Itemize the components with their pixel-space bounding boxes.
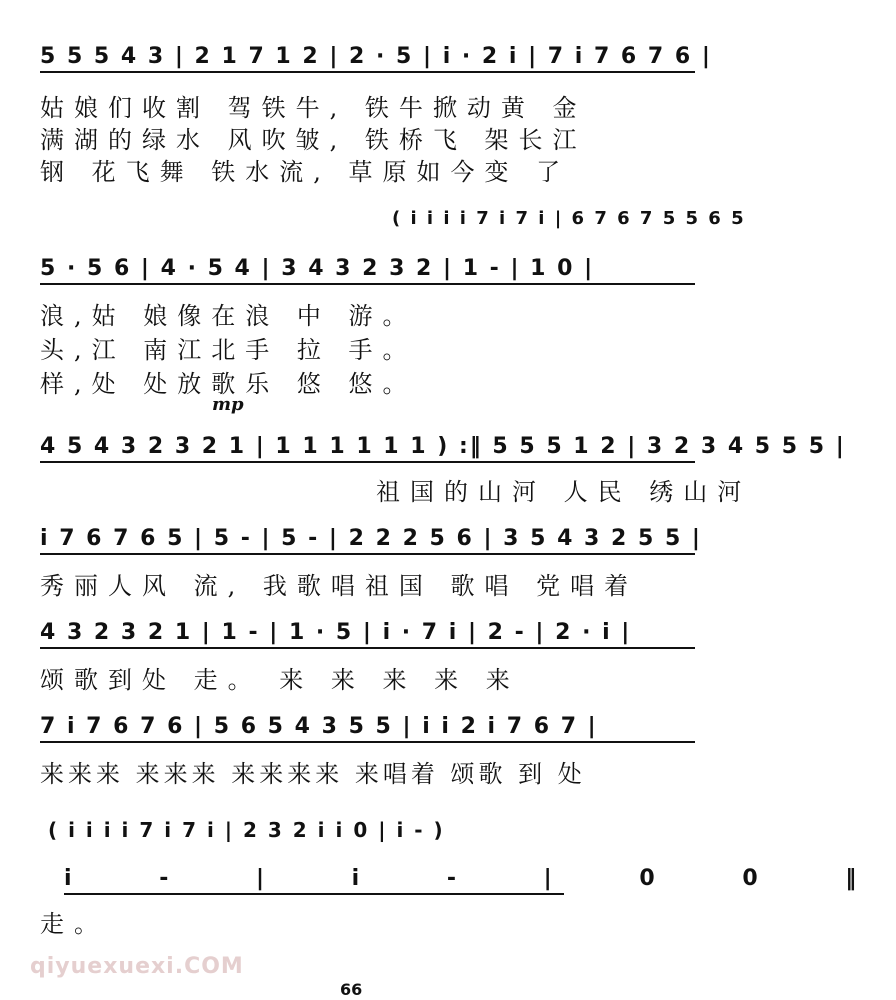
row6-lyric: 来来来 来来来 来来来来 来唱着 颂歌 到 处 <box>40 760 586 788</box>
row3-lyric: 祖国的山河 人民 绣山河 <box>376 478 752 506</box>
row6-notes: 7 i 7 6 7 6 | 5 6 5 4 3 5 5 | i i 2 i 7 6 7 | <box>40 714 695 743</box>
row7-lyric: 走。 <box>40 910 108 938</box>
row2-notes: 5 · 5 6 | 4 · 5 4 | 3 4 3 2 3 2 | 1 - | 1 0 | <box>40 256 695 285</box>
row5-lyric: 颂歌到处 走。 来 来 来 来 来 <box>40 666 520 694</box>
row1-notes: 5 5 5 4 3 | 2 1 7 1 2 | 2 · 5 | i · 2 i | 7 i 7 6 7 6 | <box>40 44 695 73</box>
row1-lyric-3: 钢 花飞舞 铁水流, 草原如今变 了 <box>40 158 571 186</box>
row2-lyric-3: 样,处 处放歌乐 悠 悠。 <box>40 370 417 398</box>
row2-lyric-1: 浪,姑 娘像在浪 中 游。 <box>40 302 417 330</box>
row4-lyric: 秀丽人风 流, 我歌唱祖国 歌唱 党唱着 <box>40 572 639 600</box>
row1-lyric-2: 满湖的绿水 风吹皱, 铁桥飞 架长江 <box>40 126 587 154</box>
row3-notes: 4 5 4 3 2 3 2 1 | 1 1 1 1 1 1 ) :‖ 5 5 5 1 2 | 3 2 3 4 5 5 5 | <box>40 434 695 463</box>
row7-notes: i - | i - | 0 0 ‖ <box>64 866 564 895</box>
row2-intro-notes: ( i i i i 7 i 7 i | 6 7 6 7 5 5 6 5 <box>392 208 746 229</box>
dynamic-marking: mp <box>212 394 244 415</box>
watermark: qiyuexuexi.COM <box>30 954 244 979</box>
row4-notes: i 7 6 7 6 5 | 5 - | 5 - | 2 2 2 5 6 | 3 5 4 3 2 5 5 | <box>40 526 695 555</box>
row1-lyric-1: 姑娘们收割 驾铁牛, 铁牛掀动黄 金 <box>40 94 587 122</box>
row2-lyric-2: 头,江 南江北手 拉 手。 <box>40 336 417 364</box>
page-number: 66 <box>340 980 363 999</box>
row7-intro-notes: ( i i i i 7 i 7 i | 2 3 2 i i 0 | i - ) <box>48 818 445 842</box>
row5-notes: 4 3 2 3 2 1 | 1 - | 1 · 5 | i · 7 i | 2 - | 2 · i | <box>40 620 695 649</box>
